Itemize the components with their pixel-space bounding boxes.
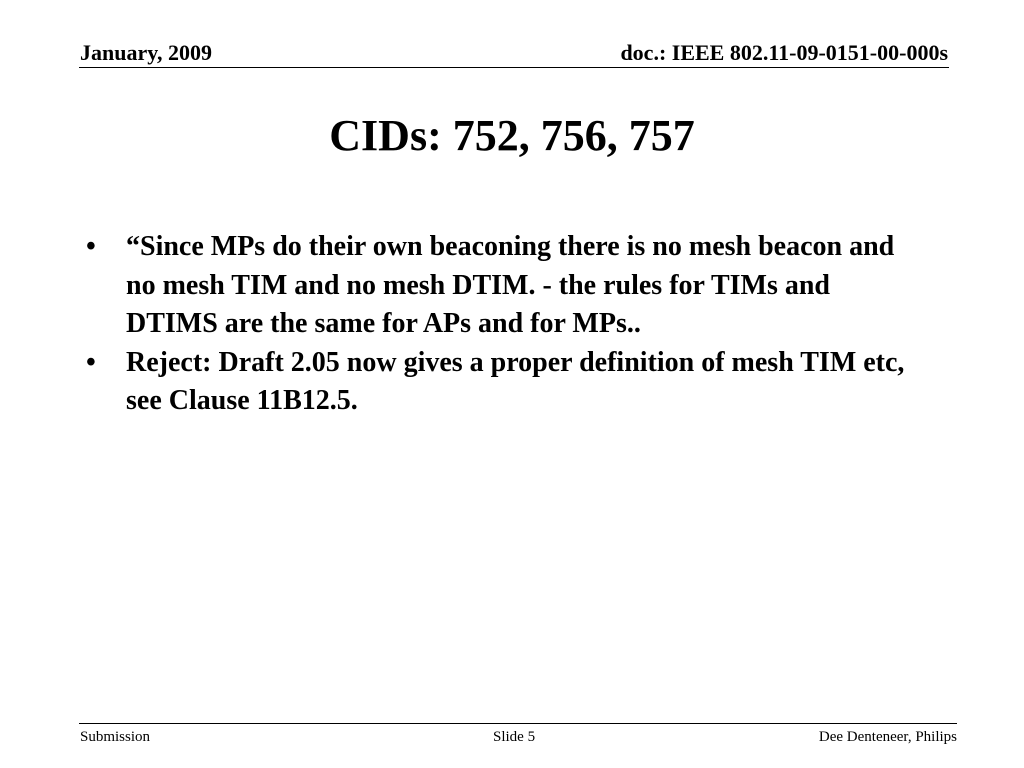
bullet-list: [84, 228, 924, 421]
footer-divider: [79, 723, 957, 724]
header-divider: [79, 67, 949, 68]
bullet-text: “Since MPs do their own beaconing there is no mesh beacon and no mesh TIM and no mesh DTIM. - the rules for TIMs and DTIMS are the same for APs and for MPs..: [126, 231, 895, 339]
bullet-text: Reject: Draft 2.05 now gives a proper definition of mesh TIM etc, see Clause 11B12.5.: [126, 346, 905, 416]
slide-title: CIDs: 752, 756, 757: [329, 111, 695, 160]
footer-author: Dee Denteneer, Philips: [818, 729, 957, 745]
bullet-item-resolution: [84, 344, 924, 421]
footer-slide-number: Slide 5: [493, 729, 536, 745]
bullet-marker: •: [86, 346, 96, 378]
header-date: January, 2009: [80, 40, 213, 65]
header-doc-id: doc.: IEEE 802.11-09-0151-00-000s: [620, 40, 948, 65]
bullet-item-quote: [84, 228, 924, 344]
footer-submission: Submission: [80, 729, 151, 745]
bullet-marker: •: [86, 231, 96, 262]
